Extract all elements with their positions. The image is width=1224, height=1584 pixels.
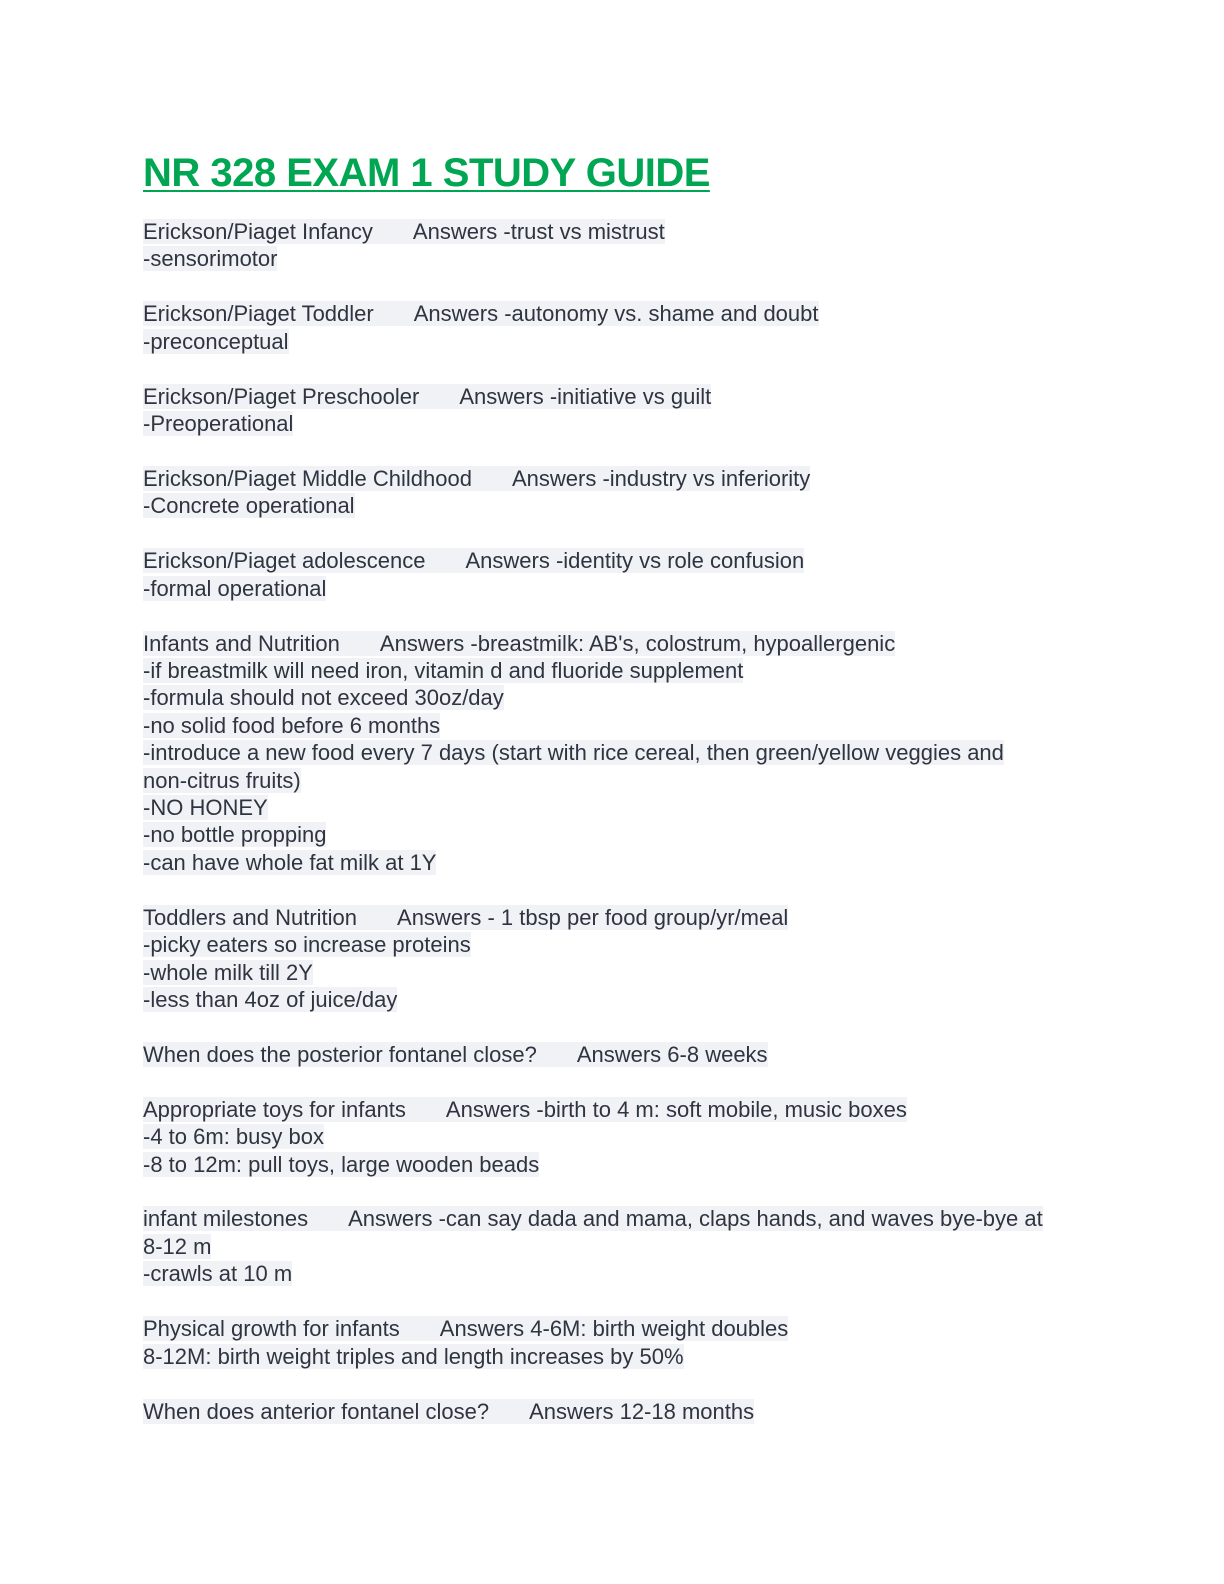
qa-highlight [143,1316,788,1341]
qa-answer-line-text: -formal operational [143,575,327,601]
qa-answer-line [143,1123,1048,1150]
qa-highlight [143,219,665,244]
qa-answer-line-text: -formula should not exceed 30oz/day [143,685,504,711]
qa-answer-line [143,1260,1048,1287]
qa-first-line [143,300,1048,327]
qa-answer-line-text: -if breastmilk will need iron, vitamin d and fluoride supplement [143,657,744,683]
qa-list [143,218,1083,1425]
qa-first-line [143,218,1048,245]
qa-answer: Answers -initiative vs guilt [459,383,712,409]
qa-first-line [143,547,1048,574]
qa-term: Infants and Nutrition [143,630,340,656]
qa-answer: Answers 4-6M: birth weight doubles [439,1316,789,1342]
qa-answer-line [143,1343,1048,1370]
qa-answer-line [143,821,1048,848]
qa-answer: Answers -autonomy vs. shame and doubt [413,301,819,327]
qa-answer-line-text: -preconceptual [143,328,289,354]
qa-highlight [143,1206,1043,1258]
qa-entry [143,383,1083,438]
qa-answer-line [143,931,1048,958]
qa-first-line [143,1096,1048,1123]
qa-answer-line [143,959,1048,986]
qa-term: Erickson/Piaget Preschooler [143,383,420,409]
qa-entry [143,300,1083,355]
qa-answer-line [143,849,1048,876]
qa-answer-line-text: -sensorimotor [143,246,278,272]
qa-first-line [143,1041,1048,1068]
qa-answer: Answers -breastmilk: AB's, colostrum, hypoallergenic [379,630,896,656]
qa-answer-line-text: -crawls at 10 m [143,1261,293,1287]
qa-highlight [143,548,804,573]
qa-answer-line [143,684,1048,711]
document-page [143,150,1083,1452]
qa-highlight [143,631,895,656]
qa-answer-line [143,1151,1048,1178]
qa-highlight [143,905,788,930]
qa-answer-line [143,794,1048,821]
qa-answer: Answers -can say dada and mama, claps hands, and waves bye-bye at 8-12 m [143,1206,1043,1259]
qa-term: When does anterior fontanel close? [143,1398,490,1424]
qa-answer-line-text: -less than 4oz of juice/day [143,986,398,1012]
qa-answer-line-text: -NO HONEY [143,795,268,820]
qa-term: Physical growth for infants [143,1316,400,1342]
qa-entry [143,1398,1083,1425]
qa-answer-line-text: -no solid food before 6 months [143,712,441,738]
qa-answer-line-text: -Preoperational [143,411,294,437]
qa-answer-line [143,410,1048,437]
qa-answer-line [143,657,1048,684]
qa-entry [143,630,1083,877]
qa-term: Erickson/Piaget Infancy [143,219,373,244]
qa-answer-line-text: -whole milk till 2Y [143,959,313,985]
qa-highlight [143,1097,907,1122]
qa-entry [143,1205,1083,1287]
qa-entry [143,547,1083,602]
qa-term: Erickson/Piaget Toddler [143,301,374,327]
qa-answer-line [143,712,1048,739]
qa-answer: Answers -identity vs role confusion [465,548,805,574]
qa-first-line [143,630,1048,657]
qa-term: Erickson/Piaget Middle Childhood [143,465,472,491]
qa-first-line [143,904,1048,931]
qa-term: Appropriate toys for infants [143,1096,406,1122]
qa-entry [143,465,1083,520]
qa-answer-line-text: -picky eaters so increase proteins [143,932,471,958]
qa-answer-line [143,986,1048,1013]
qa-highlight [143,301,819,326]
qa-answer-line-text: -4 to 6m: busy box [143,1124,324,1150]
qa-answer-line [143,575,1048,602]
qa-answer: Answers -industry vs inferiority [511,465,811,491]
qa-first-line [143,1398,1048,1425]
qa-answer-line [143,739,1048,794]
qa-entry [143,1096,1083,1178]
qa-answer: Answers - 1 tbsp per food group/yr/meal [397,904,789,930]
qa-answer-line-text: -introduce a new food every 7 days (start with rice cereal, then green/yellow veggies and non-citrus fruits) [143,740,1004,793]
qa-answer-line-text: -Concrete operational [143,493,355,519]
qa-term: Erickson/Piaget adolescence [143,548,426,574]
qa-answer-line [143,492,1048,519]
qa-entry [143,1041,1083,1068]
qa-entry [143,904,1083,1014]
qa-answer-line [143,245,1048,272]
qa-answer-line-text: -can have whole fat milk at 1Y [143,849,437,875]
qa-answer: Answers 6-8 weeks [576,1041,768,1067]
qa-answer: Answers -birth to 4 m: soft mobile, music boxes [445,1096,907,1122]
qa-first-line [143,383,1048,410]
qa-answer: Answers -trust vs mistrust [412,219,665,244]
qa-term: infant milestones [143,1206,309,1232]
qa-highlight [143,1399,754,1424]
qa-entry [143,1315,1083,1370]
qa-term: When does the posterior fontanel close? [143,1041,537,1067]
qa-first-line [143,1315,1048,1342]
qa-answer-line [143,328,1048,355]
document-title: NR 328 EXAM 1 STUDY GUIDE [143,151,710,195]
qa-highlight [143,384,711,409]
qa-answer-line-text: -8 to 12m: pull toys, large wooden beads [143,1151,540,1177]
qa-term: Toddlers and Nutrition [143,904,358,930]
qa-answer-line-text: -no bottle propping [143,822,327,848]
qa-answer: Answers 12-18 months [529,1398,755,1424]
qa-answer-line-text: 8-12M: birth weight triples and length increases by 50% [143,1343,684,1369]
qa-entry [143,218,1083,273]
qa-highlight [143,466,810,491]
qa-first-line [143,465,1048,492]
qa-first-line [143,1205,1048,1260]
qa-highlight [143,1042,768,1067]
